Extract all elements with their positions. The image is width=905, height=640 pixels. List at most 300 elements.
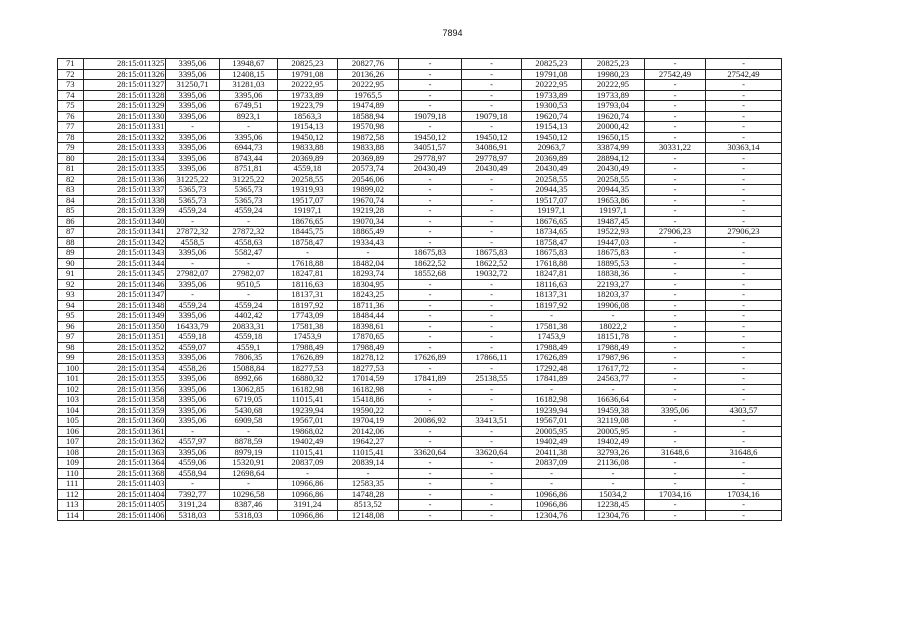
table-cell: - (706, 164, 782, 175)
table-cell: - (399, 300, 462, 311)
table-cell: 19522,93 (582, 227, 645, 238)
table-cell: 28:15:011363 (84, 447, 166, 458)
table-cell: - (645, 395, 706, 406)
table-cell: 13948,67 (220, 59, 278, 70)
table-cell: 6719,05 (220, 395, 278, 406)
table-cell: 86 (58, 216, 84, 227)
table-row (58, 59, 782, 70)
table-cell: 84 (58, 195, 84, 206)
table-cell: 18563,3 (278, 111, 338, 122)
table-cell: - (645, 258, 706, 269)
table-cell: - (220, 290, 278, 301)
table-cell: 4303,57 (706, 405, 782, 416)
table-cell: 5318,03 (220, 510, 278, 521)
table-cell: 12698,64 (220, 468, 278, 479)
table-cell: 30363,14 (706, 143, 782, 154)
table-cell: 8743,44 (220, 153, 278, 164)
table-cell: 14748,28 (338, 489, 399, 500)
table-cell: 12238,45 (582, 500, 645, 511)
table-cell: 3191,24 (166, 500, 220, 511)
table-cell: 28:15:011360 (84, 416, 166, 427)
table-cell: - (706, 185, 782, 196)
table-cell: - (338, 248, 399, 259)
table-cell: 3395,06 (166, 132, 220, 143)
table-cell: 31648,6 (706, 447, 782, 458)
table-cell: 18676,65 (278, 216, 338, 227)
table-cell: 108 (58, 447, 84, 458)
table-cell: 3395,06 (166, 311, 220, 322)
table-cell: 19154,13 (522, 122, 582, 133)
table-row (58, 122, 782, 133)
table-cell: 19793,04 (582, 101, 645, 112)
table-cell: 19733,89 (522, 90, 582, 101)
table-cell: 28:15:011347 (84, 290, 166, 301)
table-cell: 24563,77 (582, 374, 645, 385)
table-cell: - (399, 426, 462, 437)
table-cell: 75 (58, 101, 84, 112)
table-cell: 19868,02 (278, 426, 338, 437)
table-cell: 12583,35 (338, 479, 399, 490)
table-cell: 18675,83 (399, 248, 462, 259)
table-cell: 19704,19 (338, 416, 399, 427)
table-cell: 20944,35 (582, 185, 645, 196)
table-cell: 4402,42 (220, 311, 278, 322)
table-cell: - (706, 500, 782, 511)
table-cell: - (645, 416, 706, 427)
table-cell: 89 (58, 248, 84, 259)
table-cell: 101 (58, 374, 84, 385)
table-cell: 20825,23 (582, 59, 645, 70)
table-cell: 18838,36 (582, 269, 645, 280)
table-cell: 110 (58, 468, 84, 479)
table-row (58, 384, 782, 395)
table-row (58, 363, 782, 374)
table-cell: 19459,38 (582, 405, 645, 416)
table-cell: - (462, 342, 522, 353)
table-cell: 20086,92 (399, 416, 462, 427)
table-cell: 32793,26 (582, 447, 645, 458)
table-cell: 28:15:011327 (84, 80, 166, 91)
table-cell: 18758,47 (522, 237, 582, 248)
table-cell: - (706, 321, 782, 332)
table-cell: 17841,89 (522, 374, 582, 385)
table-cell: - (645, 111, 706, 122)
table-cell: 29778,97 (462, 153, 522, 164)
table-cell: 28:15:011339 (84, 206, 166, 217)
table-cell: 17841,89 (399, 374, 462, 385)
table-row (58, 426, 782, 437)
table-row (58, 164, 782, 175)
table-cell: 17034,16 (706, 489, 782, 500)
table-cell: - (399, 489, 462, 500)
table-cell: 10966,86 (278, 489, 338, 500)
table-cell: - (462, 489, 522, 500)
table-cell: - (166, 122, 220, 133)
table-cell: 19570,98 (338, 122, 399, 133)
table-row (58, 353, 782, 364)
table-cell: 28:15:011364 (84, 458, 166, 469)
table-cell: 11015,41 (278, 447, 338, 458)
table-cell: - (166, 216, 220, 227)
table-cell: 10296,58 (220, 489, 278, 500)
table-cell: 5365,73 (166, 185, 220, 196)
table-cell: 3395,06 (166, 384, 220, 395)
table-cell: 31225,22 (220, 174, 278, 185)
table-cell: - (462, 185, 522, 196)
table-cell: - (166, 479, 220, 490)
table-cell: 19833,88 (278, 143, 338, 154)
table-cell: - (582, 384, 645, 395)
table-cell: 33620,64 (462, 447, 522, 458)
table-cell: 19590,22 (338, 405, 399, 416)
table-cell: - (399, 468, 462, 479)
table-cell: 18116,63 (278, 279, 338, 290)
table-cell: - (462, 384, 522, 395)
table-cell: - (706, 80, 782, 91)
table-cell: - (645, 90, 706, 101)
table-cell: 32119,08 (582, 416, 645, 427)
table-cell: 3395,06 (166, 101, 220, 112)
table-cell: - (462, 101, 522, 112)
table-cell: 28:15:011349 (84, 311, 166, 322)
table-cell: 15034,2 (582, 489, 645, 500)
table-cell: 20142,06 (338, 426, 399, 437)
table-cell: 17743,09 (278, 311, 338, 322)
table-cell: 18304,95 (338, 279, 399, 290)
table-cell: 16182,98 (338, 384, 399, 395)
table-cell: - (462, 290, 522, 301)
table-cell: - (462, 122, 522, 133)
table-cell: 3395,06 (166, 279, 220, 290)
table-cell: 98 (58, 342, 84, 353)
table-cell: 3395,06 (166, 374, 220, 385)
table-cell: 28:15:011348 (84, 300, 166, 311)
table-cell: - (645, 206, 706, 217)
table-cell: 20369,89 (278, 153, 338, 164)
table-cell: 77 (58, 122, 84, 133)
table-cell: - (166, 258, 220, 269)
table-row (58, 216, 782, 227)
table-cell: - (645, 510, 706, 521)
table-cell: 22193,27 (582, 279, 645, 290)
table-row (58, 237, 782, 248)
table-cell: 16182,98 (278, 384, 338, 395)
table-cell: 20369,89 (522, 153, 582, 164)
table-cell: - (338, 468, 399, 479)
table-cell: - (399, 405, 462, 416)
table-cell: 19567,01 (278, 416, 338, 427)
table-row (58, 153, 782, 164)
table-cell: 11015,41 (278, 395, 338, 406)
table-cell: 28:15:011403 (84, 479, 166, 490)
table-cell: 18243,25 (338, 290, 399, 301)
table-cell: - (462, 279, 522, 290)
table-cell: 12408,15 (220, 69, 278, 80)
table-cell: 18552,68 (399, 269, 462, 280)
table-cell: 17988,49 (522, 342, 582, 353)
table-cell: - (462, 300, 522, 311)
table-row (58, 248, 782, 259)
table-cell: - (706, 269, 782, 280)
table-cell: 11015,41 (338, 447, 399, 458)
table-cell: 25138,55 (462, 374, 522, 385)
table-cell: 71 (58, 59, 84, 70)
table-cell: 20944,35 (522, 185, 582, 196)
table-cell: 31281,03 (220, 80, 278, 91)
table-row (58, 143, 782, 154)
table-row (58, 101, 782, 112)
table-cell: 20258,55 (522, 174, 582, 185)
table-cell: - (462, 69, 522, 80)
table-cell: - (399, 279, 462, 290)
table-cell: - (399, 185, 462, 196)
table-cell: - (706, 195, 782, 206)
table-cell: - (645, 132, 706, 143)
table-cell: 18484,44 (338, 311, 399, 322)
table-cell: 19197,1 (582, 206, 645, 217)
table-cell: 95 (58, 311, 84, 322)
table-cell: 90 (58, 258, 84, 269)
table-cell: 4559,18 (278, 164, 338, 175)
table-cell: 18734,65 (522, 227, 582, 238)
table-cell: 13062,85 (220, 384, 278, 395)
table-cell: - (399, 216, 462, 227)
table-cell: 17870,65 (338, 332, 399, 343)
table-row (58, 300, 782, 311)
table-cell: - (462, 321, 522, 332)
table-cell: 19079,18 (399, 111, 462, 122)
table-cell: 3395,06 (166, 353, 220, 364)
table-cell: - (645, 437, 706, 448)
table-cell: - (399, 321, 462, 332)
table-cell: 18022,2 (582, 321, 645, 332)
table-cell: 114 (58, 510, 84, 521)
table-cell: 31250,71 (166, 80, 220, 91)
table-cell: - (706, 342, 782, 353)
table-cell: - (220, 426, 278, 437)
table-cell: - (645, 153, 706, 164)
table-cell: 28:15:011342 (84, 237, 166, 248)
table-cell: 28:15:011358 (84, 395, 166, 406)
table-cell: 28:15:011350 (84, 321, 166, 332)
table-cell: 3395,06 (166, 69, 220, 80)
table-cell: - (706, 437, 782, 448)
table-cell: 18711,36 (338, 300, 399, 311)
table-cell: 3395,06 (166, 164, 220, 175)
table-cell: - (399, 174, 462, 185)
table-cell: - (278, 248, 338, 259)
table-cell: - (706, 468, 782, 479)
table-cell: 97 (58, 332, 84, 343)
table-cell: 28:15:011341 (84, 227, 166, 238)
table-cell: - (462, 458, 522, 469)
table-body (58, 59, 782, 521)
table-cell: - (645, 342, 706, 353)
table-cell: 19154,13 (278, 122, 338, 133)
table-cell: 17014,59 (338, 374, 399, 385)
table-cell: 10966,86 (522, 500, 582, 511)
table-cell: 16182,98 (522, 395, 582, 406)
table-cell: 20136,26 (338, 69, 399, 80)
table-cell: 91 (58, 269, 84, 280)
table-cell: 17453,9 (522, 332, 582, 343)
table-cell: 28:15:011356 (84, 384, 166, 395)
table-cell: 28:15:011329 (84, 101, 166, 112)
table-cell: - (462, 174, 522, 185)
table-cell: - (645, 237, 706, 248)
table-row (58, 185, 782, 196)
table-cell: 19653,86 (582, 195, 645, 206)
table-cell: 17988,49 (338, 342, 399, 353)
table-cell: 17866,11 (462, 353, 522, 364)
table-cell: 87 (58, 227, 84, 238)
table-cell: 17626,89 (278, 353, 338, 364)
table-cell: - (706, 300, 782, 311)
table-cell: 28:15:011355 (84, 374, 166, 385)
table-cell: 28:15:011338 (84, 195, 166, 206)
table-cell: 18622,52 (399, 258, 462, 269)
table-cell: 3395,06 (166, 59, 220, 70)
table-cell: 17581,38 (278, 321, 338, 332)
table-cell: 18675,83 (462, 248, 522, 259)
table-cell: 5318,03 (166, 510, 220, 521)
table-cell: 4559,18 (166, 332, 220, 343)
table-cell: 78 (58, 132, 84, 143)
table-cell: 19402,49 (278, 437, 338, 448)
table-cell: - (399, 80, 462, 91)
table-cell: - (462, 437, 522, 448)
table-cell: 28:15:011362 (84, 437, 166, 448)
table-cell: 5430,68 (220, 405, 278, 416)
table-cell: 85 (58, 206, 84, 217)
table-cell: 112 (58, 489, 84, 500)
table-cell: - (645, 479, 706, 490)
table-cell: 4559,18 (220, 332, 278, 343)
table-cell: 19733,89 (278, 90, 338, 101)
table-cell: 20000,42 (582, 122, 645, 133)
table-cell: 17292,48 (522, 363, 582, 374)
table-cell: 28:15:011354 (84, 363, 166, 374)
table-cell: 19032,72 (462, 269, 522, 280)
table-cell: 17626,89 (522, 353, 582, 364)
table-cell: 28:15:011337 (84, 185, 166, 196)
table-cell: 28:15:011331 (84, 122, 166, 133)
page-number: 7894 (442, 28, 463, 38)
table-cell: 19239,94 (278, 405, 338, 416)
table-cell: - (645, 300, 706, 311)
table-cell: - (645, 174, 706, 185)
table-cell: 18137,31 (278, 290, 338, 301)
table-cell: - (399, 227, 462, 238)
table-cell: 18293,74 (338, 269, 399, 280)
table-cell: 8979,19 (220, 447, 278, 458)
table-cell: - (706, 510, 782, 521)
table-cell: 4559,07 (166, 342, 220, 353)
table-cell: 3395,06 (166, 416, 220, 427)
table-cell: 18588,94 (338, 111, 399, 122)
table-cell: 17987,96 (582, 353, 645, 364)
table-cell: 19474,89 (338, 101, 399, 112)
table-cell: - (706, 363, 782, 374)
table-cell: 76 (58, 111, 84, 122)
table-cell: 28:15:011334 (84, 153, 166, 164)
table-cell: - (462, 468, 522, 479)
table-cell: 28:15:011346 (84, 279, 166, 290)
table-cell: 20430,49 (399, 164, 462, 175)
table-cell: - (462, 195, 522, 206)
table-cell: 28:15:011340 (84, 216, 166, 227)
table-cell: 17988,49 (582, 342, 645, 353)
table-cell: - (220, 479, 278, 490)
table-cell: - (220, 122, 278, 133)
table-row (58, 374, 782, 385)
table-row (58, 479, 782, 490)
table-cell: 18676,65 (522, 216, 582, 227)
table-cell: 105 (58, 416, 84, 427)
table-row (58, 279, 782, 290)
table-cell: 16433,79 (166, 321, 220, 332)
table-cell: 19079,18 (462, 111, 522, 122)
table-cell: - (706, 353, 782, 364)
table-row (58, 174, 782, 185)
table-cell: 28:15:011333 (84, 143, 166, 154)
table-cell: 4559,24 (220, 206, 278, 217)
table-cell: - (399, 384, 462, 395)
table-cell: - (399, 458, 462, 469)
table-cell: - (645, 59, 706, 70)
table-row (58, 132, 782, 143)
table-cell: 3395,06 (645, 405, 706, 416)
table-cell: 20222,95 (278, 80, 338, 91)
table-cell: 29778,97 (399, 153, 462, 164)
table-cell: 20573,74 (338, 164, 399, 175)
table-cell: 3395,06 (166, 143, 220, 154)
table-cell: 33874,99 (582, 143, 645, 154)
table-cell: 20430,49 (582, 164, 645, 175)
table-cell: 19765,5 (338, 90, 399, 101)
table-cell: 31648,6 (645, 447, 706, 458)
table-cell: 3395,06 (220, 132, 278, 143)
table-cell: - (582, 311, 645, 322)
table-cell: 17453,9 (278, 332, 338, 343)
table-cell: 20222,95 (338, 80, 399, 91)
table-cell: - (399, 479, 462, 490)
table-cell: 20825,23 (522, 59, 582, 70)
table-row (58, 395, 782, 406)
table-cell: - (645, 290, 706, 301)
table-row (58, 90, 782, 101)
table-cell: 16880,32 (278, 374, 338, 385)
table-cell: 20411,38 (522, 447, 582, 458)
table-cell: 100 (58, 363, 84, 374)
table-cell: - (399, 122, 462, 133)
table-cell: 17626,89 (399, 353, 462, 364)
table-cell: 18116,63 (522, 279, 582, 290)
table-cell: 4559,24 (166, 300, 220, 311)
table-cell: 28:15:011353 (84, 353, 166, 364)
table-cell: 19197,1 (522, 206, 582, 217)
table-cell: 8878,59 (220, 437, 278, 448)
table-cell: - (399, 332, 462, 343)
table-cell: 20430,49 (462, 164, 522, 175)
table-cell: 19447,03 (582, 237, 645, 248)
table-cell: - (645, 363, 706, 374)
table-cell: - (645, 321, 706, 332)
table-cell: - (399, 101, 462, 112)
table-cell: - (220, 216, 278, 227)
table-cell: 28:15:011404 (84, 489, 166, 500)
table-cell: - (462, 206, 522, 217)
